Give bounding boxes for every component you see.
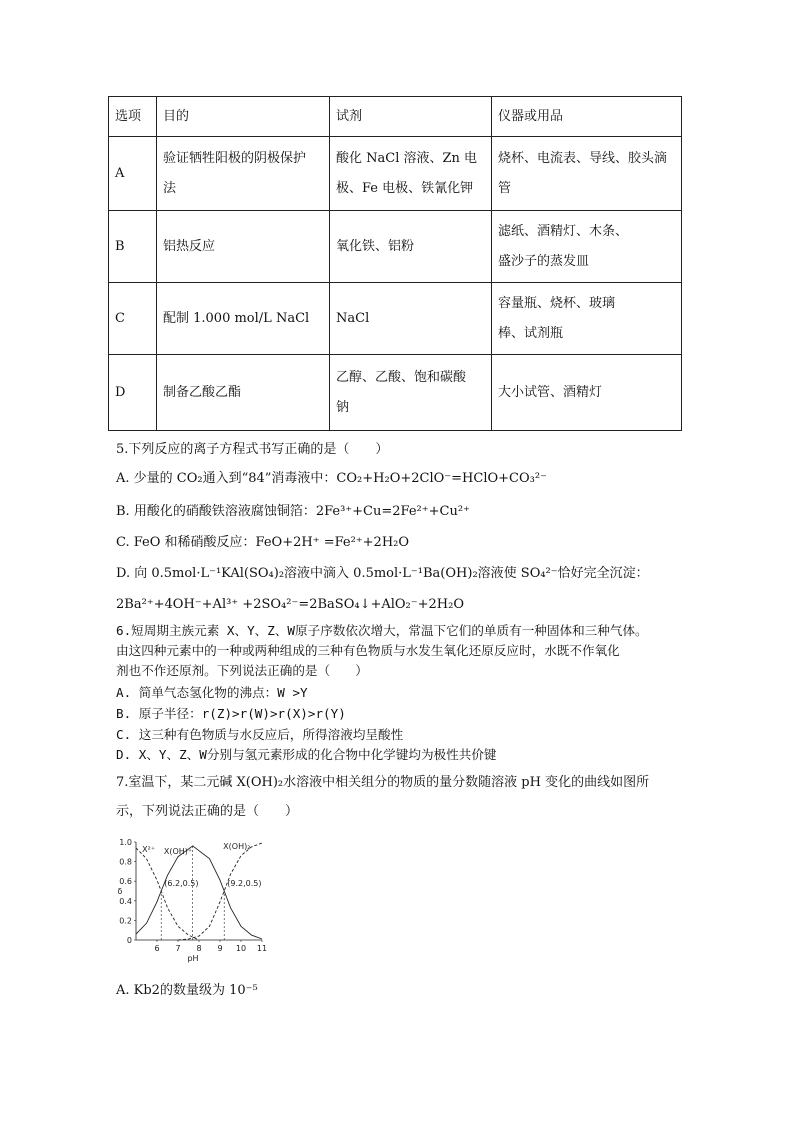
cell-line: 乙醇、乙酸、饱和碳酸 (336, 369, 467, 385)
cell-line: 棒、试剂瓶 (498, 325, 564, 341)
x-axis-title: pH (187, 954, 199, 963)
series-label: X(OH)₂ (223, 841, 251, 851)
x-tick-label: 7 (175, 944, 181, 953)
row-purpose: 铝热反应 (157, 211, 330, 283)
y-axis-title: δ (117, 887, 123, 896)
row-option: B (109, 211, 157, 283)
table-header-row (109, 97, 682, 137)
row-reagent: 氧化铁、铝粉 (330, 211, 492, 283)
y-tick-label: 0.2 (119, 916, 132, 926)
q6-stem-line1: 6.短周期主族元素 X、Y、Z、W原子序数依次增大，常温下它们的单质有一种固体和三种气体。 (116, 623, 648, 638)
cell-line: 极、Fe 电极、铁氰化钾 (336, 180, 474, 196)
experiment-table (108, 96, 682, 431)
header-purpose: 目的 (157, 97, 330, 137)
point-annotation: (9.2,0.5) (227, 879, 262, 889)
row-reagent (330, 355, 492, 431)
point-annotation: (6.2,0.5) (164, 879, 199, 889)
series-line (136, 846, 262, 939)
distribution-chart (116, 836, 266, 964)
q6-option-b: B. 原子半径：r(Z)>r(W)>r(X)>r(Y) (116, 706, 346, 721)
x-tick-label: 10 (235, 944, 247, 953)
q5-stem: 5.下列反应的离子方程式书写正确的是（ ） (116, 442, 389, 457)
chart-series (136, 843, 262, 940)
q7-stem-line1: 7.室温下，某二元碱 X(OH)₂水溶液中相关组分的物质的量分数随溶液 pH 变化的曲线如图所 (116, 775, 650, 790)
x-tick-label: 11 (256, 944, 268, 953)
q6-stem-line2: 由这四种元素中的一种或两种组成的三种有色物质与水发生氧化还原反应时，水既不作氧化 (116, 643, 620, 658)
chart-axes (118, 838, 268, 963)
y-tick-label: 0 (126, 936, 132, 945)
y-tick-label: 0.4 (119, 896, 132, 906)
q5-option-c: C. FeO 和稀硝酸反应：FeO+2H⁺ =Fe²⁺+2H₂O (116, 535, 410, 550)
row-purpose (157, 137, 330, 211)
cell-line: 烧杯、电流表、导线、胶头滴 (498, 150, 668, 166)
q5-option-b: B. 用酸化的硝酸铁溶液腐蚀铜箔：2Fe³⁺+Cu=2Fe²⁺+Cu²⁺ (116, 504, 470, 519)
row-equipment (492, 211, 682, 283)
row-reagent: NaCl (330, 283, 492, 355)
row-reagent (330, 137, 492, 211)
x-tick-label: 6 (154, 944, 160, 953)
table-row (109, 211, 682, 283)
cell-line: 钠 (336, 399, 350, 415)
cell-line: 酸化 NaCl 溶液、Zn 电 (336, 150, 478, 166)
q6-option-d: D. X、Y、Z、W分别与氢元素形成的化合物中化学键均为极性共价键 (116, 747, 497, 762)
row-option: A (109, 137, 157, 211)
q5-option-d-equation: 2Ba²⁺+4OH⁻+Al³⁺ +2SO₄²⁻=2BaSO₄↓+AlO₂⁻+2H₂O (116, 597, 464, 612)
row-option: D (109, 355, 157, 431)
q6-option-a: A. 简单气态氢化物的沸点：W >Y (116, 685, 308, 700)
x-tick-label: 8 (196, 944, 202, 953)
row-purpose: 配制 1.000 mol/L NaCl (157, 283, 330, 355)
q6-stem-line3: 剂也不作还原剂。下列说法正确的是（ ） (116, 663, 368, 678)
table-row (109, 355, 682, 431)
row-equipment (492, 137, 682, 211)
x-tick-label: 9 (217, 944, 223, 953)
y-tick-label: 0.6 (119, 877, 132, 887)
header-equipment: 仪器或用品 (492, 97, 682, 137)
q5-option-a: A. 少量的 CO₂通入到“84”消毒液中：CO₂+H₂O+2ClO⁻=HClO+CO₃²⁻ (116, 471, 547, 486)
header-option: 选项 (109, 97, 157, 137)
header-reagent: 试剂 (330, 97, 492, 137)
series-label: X(OH)⁺ (163, 846, 193, 856)
q7-stem-line2: 示，下列说法正确的是（ ） (116, 804, 299, 819)
cell-line: 法 (163, 180, 177, 196)
table-row (109, 137, 682, 211)
cell-line: 管 (498, 180, 512, 196)
q5-option-d: D. 向 0.5mol·L⁻¹KAl(SO₄)₂溶液中滴入 0.5mol·L⁻¹Ba(OH)₂溶液使 SO₄²⁻恰好完全沉淀： (116, 566, 649, 581)
cell-line: 容量瓶、烧杯、玻璃 (498, 295, 616, 311)
series-label: X²⁺ (142, 844, 156, 854)
q7-option-a: A. Kb2的数量级为 10⁻⁵ (116, 983, 258, 998)
row-purpose: 制备乙酸乙酯 (157, 355, 330, 431)
cell-line: 验证牺牲阳极的阴极保护 (163, 150, 307, 166)
row-equipment: 大小试管、酒精灯 (492, 355, 682, 431)
cell-line: 滤纸、酒精灯、木条、 (498, 223, 629, 239)
series-line (136, 848, 199, 940)
series-line (178, 843, 262, 940)
row-option: C (109, 283, 157, 355)
q6-option-c: C. 这三种有色物质与水反应后，所得溶液均呈酸性 (116, 727, 404, 742)
row-equipment (492, 283, 682, 355)
chart-labels (142, 842, 261, 888)
y-tick-label: 0.8 (119, 857, 132, 867)
table-row (109, 283, 682, 355)
cell-line: 盛沙子的蒸发皿 (498, 253, 590, 269)
y-tick-label: 1.0 (119, 838, 132, 847)
